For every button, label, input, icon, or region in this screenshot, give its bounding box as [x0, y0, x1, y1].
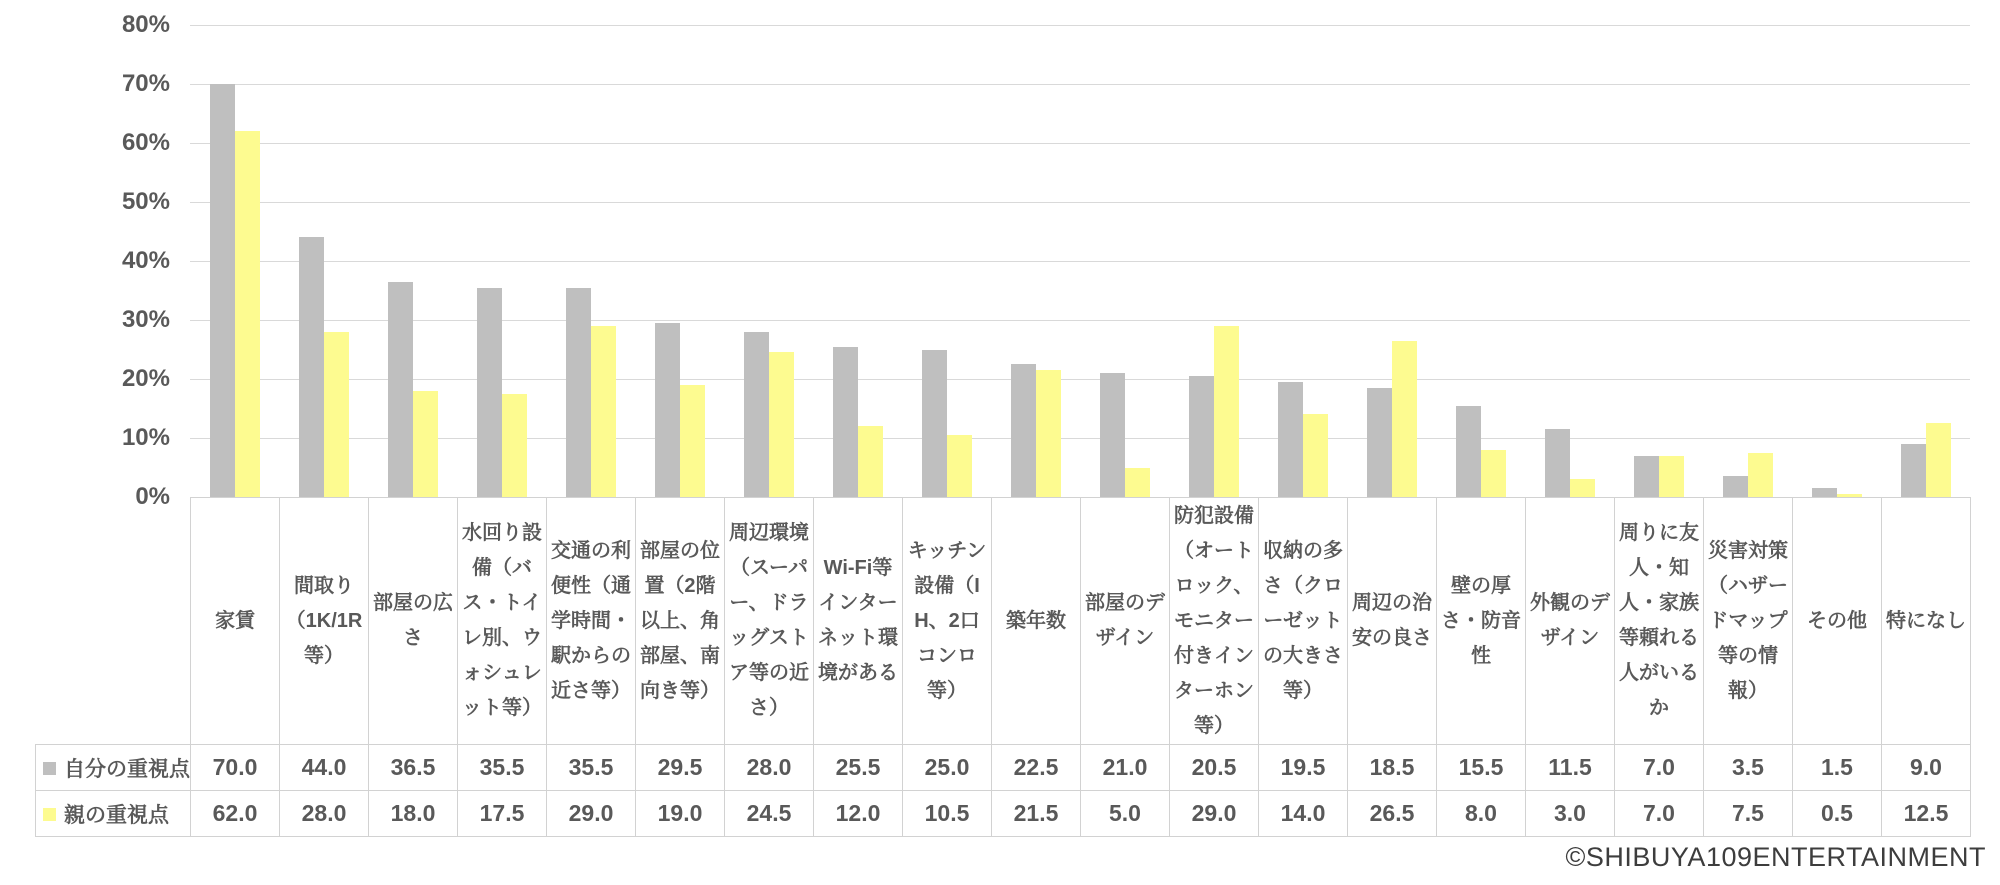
series-name: 自分の重視点 — [64, 757, 190, 781]
category-slot — [813, 25, 902, 497]
value-cell: 20.5 — [1170, 745, 1259, 791]
bar-parent — [324, 332, 349, 497]
bar-parent — [947, 435, 972, 497]
category-label: その他 — [1793, 498, 1882, 745]
bar-self — [744, 332, 769, 497]
category-slot — [1614, 25, 1703, 497]
category-label: 部屋の広さ — [369, 498, 458, 745]
value-cell: 29.5 — [636, 745, 725, 791]
bar-parent — [1392, 341, 1417, 497]
value-cell: 21.0 — [1081, 745, 1170, 791]
category-label: 水回り設備（バス・トイレ別、ウォシュレット等） — [458, 498, 547, 745]
bar-parent — [1214, 326, 1239, 497]
bar-self — [1545, 429, 1570, 497]
bar-parent — [1926, 423, 1951, 497]
category-label: 周辺環境（スーパー、ドラッグストア等の近さ） — [725, 498, 814, 745]
bar-slots — [190, 25, 1970, 497]
value-cell: 17.5 — [458, 791, 547, 837]
category-slot — [1258, 25, 1347, 497]
bar-parent — [1303, 414, 1328, 497]
bar-parent — [591, 326, 616, 497]
value-cell: 24.5 — [725, 791, 814, 837]
bar-parent — [1570, 479, 1595, 497]
value-cell: 0.5 — [1793, 791, 1882, 837]
category-slot — [902, 25, 991, 497]
category-label: 収納の多さ（クローゼットの大きさ等） — [1259, 498, 1348, 745]
value-cell: 11.5 — [1526, 745, 1615, 791]
bar-self — [299, 237, 324, 497]
bar-parent — [858, 426, 883, 497]
bar-self — [1723, 476, 1748, 497]
bar-parent — [502, 394, 527, 497]
y-axis-tick-label: 30% — [121, 306, 170, 333]
value-cell: 28.0 — [725, 745, 814, 791]
bar-self — [1100, 373, 1125, 497]
bar-self — [1189, 376, 1214, 497]
category-label: 壁の厚さ・防音性 — [1437, 498, 1526, 745]
row-self-values — [36, 745, 1971, 791]
category-label: 災害対策（ハザードマップ等の情報） — [1704, 498, 1793, 745]
series-legend-label — [36, 791, 191, 837]
copyright-text: ©SHIBUYA109ENTERTAINMENT — [1565, 842, 1986, 872]
bar-self — [566, 288, 591, 497]
category-slot — [724, 25, 813, 497]
value-cell: 3.5 — [1704, 745, 1793, 791]
y-axis — [0, 0, 170, 520]
legend-marker-self — [43, 762, 56, 775]
category-slot — [635, 25, 724, 497]
bar-self — [1634, 456, 1659, 497]
value-cell: 1.5 — [1793, 745, 1882, 791]
bar-parent — [1659, 456, 1684, 497]
category-label: キッチン設備（IH、2口コンロ等） — [903, 498, 992, 745]
y-axis-tick-label: 50% — [121, 188, 170, 215]
value-cell: 5.0 — [1081, 791, 1170, 837]
value-cell: 9.0 — [1882, 745, 1971, 791]
legend-marker-parent — [43, 808, 56, 821]
series-legend-label — [36, 745, 191, 791]
series-name: 親の重視点 — [64, 803, 169, 827]
category-slot — [1792, 25, 1881, 497]
y-axis-tick-label: 80% — [121, 11, 170, 38]
value-cell: 7.0 — [1615, 745, 1704, 791]
bar-self — [210, 84, 235, 497]
value-cell: 35.5 — [547, 745, 636, 791]
category-slot — [1881, 25, 1970, 497]
category-label: 交通の利便性（通学時間・駅からの近さ等） — [547, 498, 636, 745]
bar-parent — [413, 391, 438, 497]
bar-parent — [1748, 453, 1773, 497]
bar-self — [1367, 388, 1392, 497]
bar-self — [1278, 382, 1303, 497]
value-cell: 29.0 — [1170, 791, 1259, 837]
bar-self — [1901, 444, 1926, 497]
value-cell: 7.0 — [1615, 791, 1704, 837]
value-cell: 12.5 — [1882, 791, 1971, 837]
value-cell: 14.0 — [1259, 791, 1348, 837]
category-label: 防犯設備（オートロック、モニター付きインターホン等） — [1170, 498, 1259, 745]
y-axis-tick-label: 0% — [135, 483, 170, 510]
bar-self — [1011, 364, 1036, 497]
value-cell: 22.5 — [992, 745, 1081, 791]
category-label: Wi-Fi等インターネット環境がある — [814, 498, 903, 745]
value-cell: 10.5 — [903, 791, 992, 837]
category-label: 周辺の治安の良さ — [1348, 498, 1437, 745]
category-label: 部屋のデザイン — [1081, 498, 1170, 745]
category-label: 家賃 — [191, 498, 280, 745]
value-cell: 62.0 — [191, 791, 280, 837]
value-cell: 15.5 — [1437, 745, 1526, 791]
bar-parent — [769, 352, 794, 497]
category-label: 部屋の位置（2階以上、角部屋、南向き等） — [636, 498, 725, 745]
value-cell: 35.5 — [458, 745, 547, 791]
value-cell: 26.5 — [1348, 791, 1437, 837]
category-slot — [190, 25, 279, 497]
category-slot — [1525, 25, 1614, 497]
bar-self — [1812, 488, 1837, 497]
bar-parent — [1481, 450, 1506, 497]
bar-self — [833, 347, 858, 497]
category-label: 特になし — [1882, 498, 1971, 745]
category-label: 周りに友人・知人・家族等頼れる人がいるか — [1615, 498, 1704, 745]
data-table — [35, 497, 1971, 837]
category-slot — [991, 25, 1080, 497]
category-slot — [546, 25, 635, 497]
plot-area — [190, 25, 1970, 497]
value-cell: 18.5 — [1348, 745, 1437, 791]
value-cell: 19.0 — [636, 791, 725, 837]
bar-parent — [1036, 370, 1061, 497]
value-cell: 44.0 — [280, 745, 369, 791]
bar-parent — [1125, 468, 1150, 498]
bar-self — [477, 288, 502, 497]
category-slot — [457, 25, 546, 497]
value-cell: 12.0 — [814, 791, 903, 837]
value-cell: 36.5 — [369, 745, 458, 791]
table-corner-cell — [36, 498, 191, 745]
category-slot — [279, 25, 368, 497]
bar-parent — [680, 385, 705, 497]
value-cell: 18.0 — [369, 791, 458, 837]
y-axis-tick-label: 10% — [121, 424, 170, 451]
value-cell: 25.0 — [903, 745, 992, 791]
value-cell: 19.5 — [1259, 745, 1348, 791]
category-label: 間取り（1K/1R等） — [280, 498, 369, 745]
value-cell: 3.0 — [1526, 791, 1615, 837]
value-cell: 21.5 — [992, 791, 1081, 837]
bar-parent — [235, 131, 260, 497]
value-cell: 7.5 — [1704, 791, 1793, 837]
y-axis-tick-label: 60% — [121, 129, 170, 156]
category-header-row — [36, 498, 1971, 745]
y-axis-tick-label: 20% — [121, 365, 170, 392]
value-cell: 25.5 — [814, 745, 903, 791]
bar-self — [388, 282, 413, 497]
value-cell: 8.0 — [1437, 791, 1526, 837]
y-axis-tick-label: 70% — [121, 70, 170, 97]
value-cell: 29.0 — [547, 791, 636, 837]
y-axis-tick-label: 40% — [121, 247, 170, 274]
bar-self — [655, 323, 680, 497]
category-slot — [368, 25, 457, 497]
category-label: 外観のデザイン — [1526, 498, 1615, 745]
row-parent-values — [36, 791, 1971, 837]
bar-self — [1456, 406, 1481, 497]
category-slot — [1169, 25, 1258, 497]
category-slot — [1080, 25, 1169, 497]
category-label: 築年数 — [992, 498, 1081, 745]
value-cell: 70.0 — [191, 745, 280, 791]
bar-self — [922, 350, 947, 498]
category-slot — [1347, 25, 1436, 497]
value-cell: 28.0 — [280, 791, 369, 837]
category-slot — [1436, 25, 1525, 497]
category-slot — [1703, 25, 1792, 497]
